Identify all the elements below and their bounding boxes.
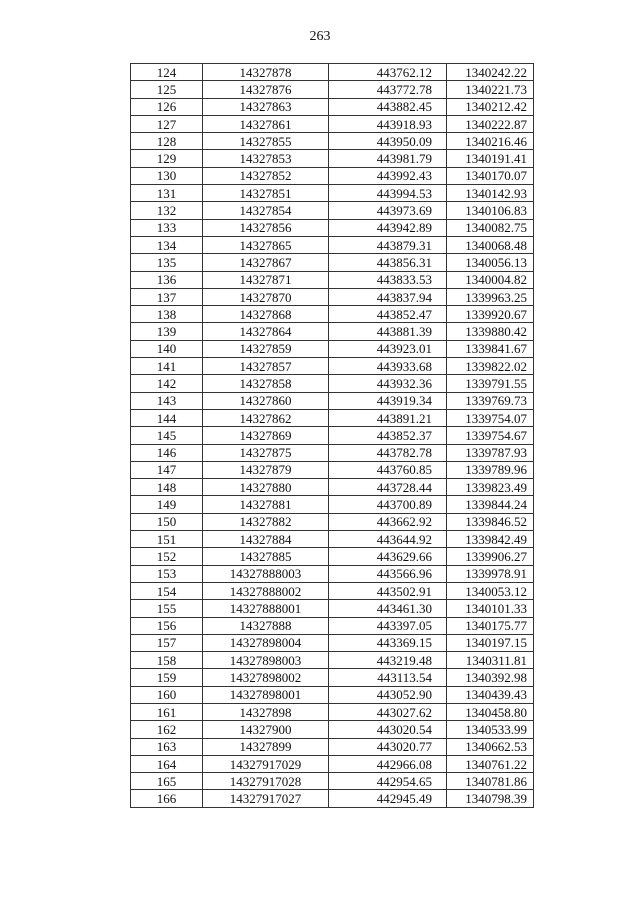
table-row [131, 81, 534, 98]
y-coordinate-cell: 1340662.53 [447, 738, 534, 755]
point-id-cell: 14327852 [203, 167, 329, 184]
row-index-cell: 125 [131, 81, 203, 98]
point-id-cell: 14327853 [203, 150, 329, 167]
y-coordinate-cell: 1340761.22 [447, 755, 534, 772]
table-row [131, 669, 534, 686]
point-id-cell: 14327917028 [203, 773, 329, 790]
row-index-cell: 155 [131, 600, 203, 617]
table-row [131, 548, 534, 565]
x-coordinate-cell: 443772.78 [329, 81, 447, 98]
row-index-cell: 136 [131, 271, 203, 288]
row-index-cell: 147 [131, 461, 203, 478]
point-id-cell: 14327868 [203, 306, 329, 323]
point-id-cell: 14327917027 [203, 790, 329, 807]
row-index-cell: 160 [131, 686, 203, 703]
point-id-cell: 14327875 [203, 444, 329, 461]
y-coordinate-cell: 1339822.02 [447, 358, 534, 375]
y-coordinate-cell: 1340175.77 [447, 617, 534, 634]
x-coordinate-cell: 443891.21 [329, 409, 447, 426]
x-coordinate-cell: 443933.68 [329, 358, 447, 375]
table-row [131, 306, 534, 323]
point-id-cell: 14327917029 [203, 755, 329, 772]
x-coordinate-cell: 443833.53 [329, 271, 447, 288]
table-row [131, 167, 534, 184]
y-coordinate-cell: 1339789.96 [447, 461, 534, 478]
y-coordinate-cell: 1339963.25 [447, 288, 534, 305]
x-coordinate-cell: 443113.54 [329, 669, 447, 686]
point-id-cell: 14327864 [203, 323, 329, 340]
row-index-cell: 161 [131, 703, 203, 720]
point-id-cell: 14327854 [203, 202, 329, 219]
row-index-cell: 134 [131, 236, 203, 253]
point-id-cell: 14327888002 [203, 582, 329, 599]
y-coordinate-cell: 1339880.42 [447, 323, 534, 340]
x-coordinate-cell: 443881.39 [329, 323, 447, 340]
x-coordinate-cell: 443932.36 [329, 375, 447, 392]
y-coordinate-cell: 1339842.49 [447, 531, 534, 548]
x-coordinate-cell: 442954.65 [329, 773, 447, 790]
point-id-cell: 14327898004 [203, 634, 329, 651]
point-id-cell: 14327882 [203, 513, 329, 530]
point-id-cell: 14327856 [203, 219, 329, 236]
y-coordinate-cell: 1340197.15 [447, 634, 534, 651]
table-row [131, 185, 534, 202]
point-id-cell: 14327900 [203, 721, 329, 738]
point-id-cell: 14327898001 [203, 686, 329, 703]
table-row [131, 600, 534, 617]
point-id-cell: 14327888003 [203, 565, 329, 582]
y-coordinate-cell: 1339846.52 [447, 513, 534, 530]
table-row [131, 496, 534, 513]
row-index-cell: 128 [131, 133, 203, 150]
x-coordinate-cell: 443950.09 [329, 133, 447, 150]
table-row [131, 409, 534, 426]
table-row [131, 133, 534, 150]
coordinates-table [130, 63, 534, 808]
table-row [131, 479, 534, 496]
y-coordinate-cell: 1340053.12 [447, 582, 534, 599]
point-id-cell: 14327869 [203, 427, 329, 444]
y-coordinate-cell: 1340101.33 [447, 600, 534, 617]
x-coordinate-cell: 443020.54 [329, 721, 447, 738]
x-coordinate-cell: 443700.89 [329, 496, 447, 513]
x-coordinate-cell: 443052.90 [329, 686, 447, 703]
x-coordinate-cell: 443879.31 [329, 236, 447, 253]
table-row [131, 703, 534, 720]
row-index-cell: 151 [131, 531, 203, 548]
row-index-cell: 144 [131, 409, 203, 426]
point-id-cell: 14327857 [203, 358, 329, 375]
table-row [131, 461, 534, 478]
y-coordinate-cell: 1340222.87 [447, 115, 534, 132]
table-row [131, 202, 534, 219]
x-coordinate-cell: 443856.31 [329, 254, 447, 271]
point-id-cell: 14327899 [203, 738, 329, 755]
y-coordinate-cell: 1339769.73 [447, 392, 534, 409]
x-coordinate-cell: 443219.48 [329, 652, 447, 669]
point-id-cell: 14327876 [203, 81, 329, 98]
point-id-cell: 14327898 [203, 703, 329, 720]
y-coordinate-cell: 1340170.07 [447, 167, 534, 184]
point-id-cell: 14327861 [203, 115, 329, 132]
table-row [131, 323, 534, 340]
y-coordinate-cell: 1340311.81 [447, 652, 534, 669]
point-id-cell: 14327888001 [203, 600, 329, 617]
y-coordinate-cell: 1339791.55 [447, 375, 534, 392]
x-coordinate-cell: 442945.49 [329, 790, 447, 807]
y-coordinate-cell: 1339754.67 [447, 427, 534, 444]
x-coordinate-cell: 443461.30 [329, 600, 447, 617]
y-coordinate-cell: 1340191.41 [447, 150, 534, 167]
table-row [131, 115, 534, 132]
table-row [131, 444, 534, 461]
table-row [131, 288, 534, 305]
row-index-cell: 140 [131, 340, 203, 357]
x-coordinate-cell: 443981.79 [329, 150, 447, 167]
page-number: 263 [309, 29, 331, 44]
row-index-cell: 143 [131, 392, 203, 409]
table-row [131, 565, 534, 582]
y-coordinate-cell: 1339844.24 [447, 496, 534, 513]
y-coordinate-cell: 1340533.99 [447, 721, 534, 738]
row-index-cell: 164 [131, 755, 203, 772]
y-coordinate-cell: 1340082.75 [447, 219, 534, 236]
table-row [131, 236, 534, 253]
table-row [131, 271, 534, 288]
y-coordinate-cell: 1340142.93 [447, 185, 534, 202]
point-id-cell: 14327860 [203, 392, 329, 409]
point-id-cell: 14327851 [203, 185, 329, 202]
x-coordinate-cell: 443852.37 [329, 427, 447, 444]
row-index-cell: 145 [131, 427, 203, 444]
row-index-cell: 146 [131, 444, 203, 461]
table-row [131, 150, 534, 167]
row-index-cell: 158 [131, 652, 203, 669]
y-coordinate-cell: 1340212.42 [447, 98, 534, 115]
x-coordinate-cell: 443782.78 [329, 444, 447, 461]
point-id-cell: 14327871 [203, 271, 329, 288]
row-index-cell: 132 [131, 202, 203, 219]
y-coordinate-cell: 1339920.67 [447, 306, 534, 323]
x-coordinate-cell: 443728.44 [329, 479, 447, 496]
x-coordinate-cell: 443918.93 [329, 115, 447, 132]
y-coordinate-cell: 1339787.93 [447, 444, 534, 461]
row-index-cell: 133 [131, 219, 203, 236]
table-body [131, 64, 534, 808]
point-id-cell: 14327898002 [203, 669, 329, 686]
point-id-cell: 14327859 [203, 340, 329, 357]
x-coordinate-cell: 443992.43 [329, 167, 447, 184]
x-coordinate-cell: 443942.89 [329, 219, 447, 236]
row-index-cell: 137 [131, 288, 203, 305]
row-index-cell: 130 [131, 167, 203, 184]
row-index-cell: 156 [131, 617, 203, 634]
x-coordinate-cell: 443397.05 [329, 617, 447, 634]
point-id-cell: 14327863 [203, 98, 329, 115]
row-index-cell: 163 [131, 738, 203, 755]
point-id-cell: 14327879 [203, 461, 329, 478]
y-coordinate-cell: 1339754.07 [447, 409, 534, 426]
x-coordinate-cell: 443882.45 [329, 98, 447, 115]
y-coordinate-cell: 1339906.27 [447, 548, 534, 565]
point-id-cell: 14327865 [203, 236, 329, 253]
y-coordinate-cell: 1340004.82 [447, 271, 534, 288]
table-row [131, 531, 534, 548]
y-coordinate-cell: 1340056.13 [447, 254, 534, 271]
row-index-cell: 148 [131, 479, 203, 496]
table-row [131, 755, 534, 772]
y-coordinate-cell: 1340439.43 [447, 686, 534, 703]
x-coordinate-cell: 443566.96 [329, 565, 447, 582]
table-row [131, 617, 534, 634]
row-index-cell: 159 [131, 669, 203, 686]
row-index-cell: 152 [131, 548, 203, 565]
point-id-cell: 14327862 [203, 409, 329, 426]
y-coordinate-cell: 1339823.49 [447, 479, 534, 496]
y-coordinate-cell: 1340216.46 [447, 133, 534, 150]
x-coordinate-cell: 443020.77 [329, 738, 447, 755]
table-row [131, 427, 534, 444]
point-id-cell: 14327858 [203, 375, 329, 392]
row-index-cell: 153 [131, 565, 203, 582]
row-index-cell: 138 [131, 306, 203, 323]
y-coordinate-cell: 1340221.73 [447, 81, 534, 98]
x-coordinate-cell: 443919.34 [329, 392, 447, 409]
x-coordinate-cell: 443027.62 [329, 703, 447, 720]
table-row [131, 254, 534, 271]
row-index-cell: 135 [131, 254, 203, 271]
table-row [131, 738, 534, 755]
x-coordinate-cell: 443369.15 [329, 634, 447, 651]
point-id-cell: 14327855 [203, 133, 329, 150]
y-coordinate-cell: 1340242.22 [447, 64, 534, 81]
point-id-cell: 14327884 [203, 531, 329, 548]
table-row [131, 340, 534, 357]
row-index-cell: 131 [131, 185, 203, 202]
table-row [131, 652, 534, 669]
row-index-cell: 129 [131, 150, 203, 167]
x-coordinate-cell: 443923.01 [329, 340, 447, 357]
x-coordinate-cell: 443662.92 [329, 513, 447, 530]
row-index-cell: 149 [131, 496, 203, 513]
point-id-cell: 14327880 [203, 479, 329, 496]
table-row [131, 64, 534, 81]
y-coordinate-cell: 1340392.98 [447, 669, 534, 686]
y-coordinate-cell: 1340068.48 [447, 236, 534, 253]
y-coordinate-cell: 1340106.83 [447, 202, 534, 219]
table-row [131, 513, 534, 530]
row-index-cell: 150 [131, 513, 203, 530]
row-index-cell: 165 [131, 773, 203, 790]
table-row [131, 686, 534, 703]
y-coordinate-cell: 1340798.39 [447, 790, 534, 807]
row-index-cell: 124 [131, 64, 203, 81]
x-coordinate-cell: 443852.47 [329, 306, 447, 323]
x-coordinate-cell: 443644.92 [329, 531, 447, 548]
x-coordinate-cell: 442966.08 [329, 755, 447, 772]
point-id-cell: 14327888 [203, 617, 329, 634]
x-coordinate-cell: 443760.85 [329, 461, 447, 478]
point-id-cell: 14327881 [203, 496, 329, 513]
point-id-cell: 14327867 [203, 254, 329, 271]
point-id-cell: 14327878 [203, 64, 329, 81]
y-coordinate-cell: 1340781.86 [447, 773, 534, 790]
table-row [131, 98, 534, 115]
point-id-cell: 14327898003 [203, 652, 329, 669]
table-row [131, 219, 534, 236]
table-row [131, 773, 534, 790]
row-index-cell: 139 [131, 323, 203, 340]
y-coordinate-cell: 1339978.91 [447, 565, 534, 582]
x-coordinate-cell: 443629.66 [329, 548, 447, 565]
x-coordinate-cell: 443973.69 [329, 202, 447, 219]
row-index-cell: 166 [131, 790, 203, 807]
x-coordinate-cell: 443762.12 [329, 64, 447, 81]
row-index-cell: 162 [131, 721, 203, 738]
table-row [131, 392, 534, 409]
point-id-cell: 14327885 [203, 548, 329, 565]
table-row [131, 582, 534, 599]
table-row [131, 790, 534, 807]
x-coordinate-cell: 443502.91 [329, 582, 447, 599]
table-row [131, 375, 534, 392]
table-row [131, 721, 534, 738]
x-coordinate-cell: 443994.53 [329, 185, 447, 202]
table-row [131, 634, 534, 651]
row-index-cell: 154 [131, 582, 203, 599]
row-index-cell: 127 [131, 115, 203, 132]
point-id-cell: 14327870 [203, 288, 329, 305]
row-index-cell: 141 [131, 358, 203, 375]
y-coordinate-cell: 1340458.80 [447, 703, 534, 720]
row-index-cell: 126 [131, 98, 203, 115]
x-coordinate-cell: 443837.94 [329, 288, 447, 305]
y-coordinate-cell: 1339841.67 [447, 340, 534, 357]
row-index-cell: 157 [131, 634, 203, 651]
table-row [131, 358, 534, 375]
row-index-cell: 142 [131, 375, 203, 392]
